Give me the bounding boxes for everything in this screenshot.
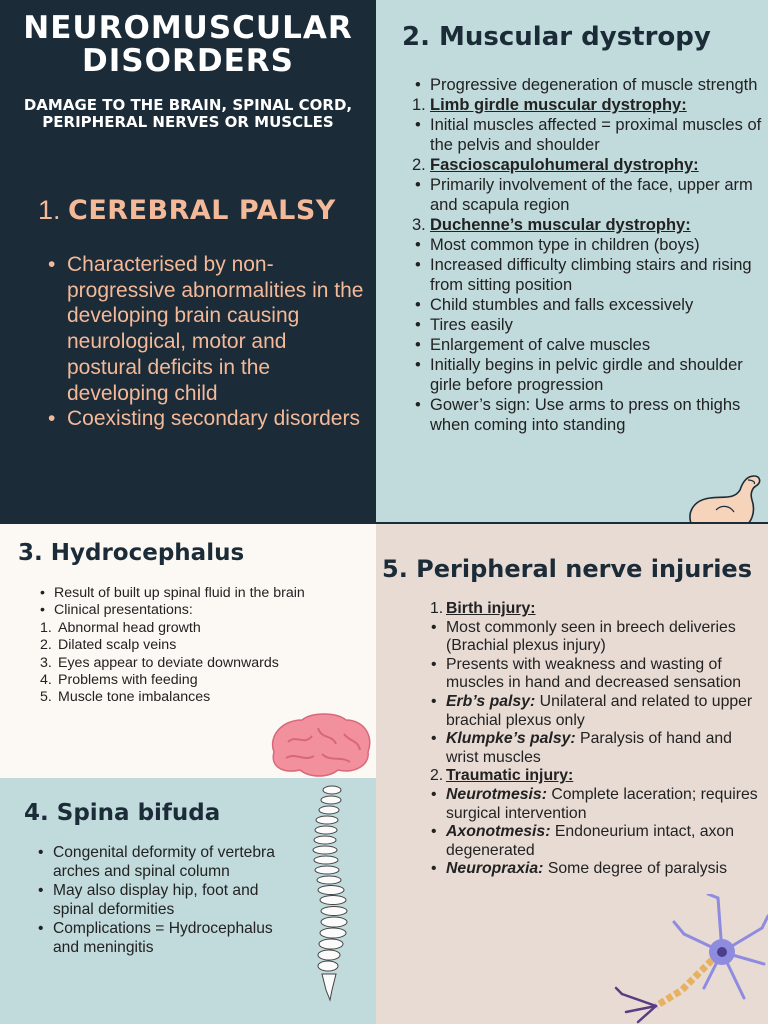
list-item: • Congenital deformity of vertebra arches and spinal column [38, 843, 288, 881]
list-item: • Increased difficulty climbing stairs and rising from sitting position [412, 255, 762, 295]
list-item: • Most commonly seen in breech deliveries (Brachial plexus injury) [430, 619, 760, 656]
cerebral-palsy-number: 1. [38, 195, 61, 225]
spina-bifuda-list [38, 843, 288, 957]
cerebral-palsy-list [48, 252, 366, 432]
subheading-limb-girdle: 1. Limb girdle muscular dystrophy: [412, 96, 687, 114]
muscular-dystropy-list [412, 75, 762, 435]
list-item: 4. Problems with feeding [40, 672, 198, 689]
list-item: 2. Dilated scalp veins [40, 637, 177, 654]
list-item: • Child stumbles and falls excessively [412, 295, 762, 315]
header-panel [0, 0, 376, 524]
list-item: • Most common type in children (boys) [412, 235, 762, 255]
flexed-arm-icon [682, 470, 768, 524]
hydrocephalus-list [40, 585, 370, 707]
cerebral-palsy-heading [38, 195, 336, 226]
list-item: • Presents with weakness and wasting of muscles in hand and decreased sensation [430, 656, 760, 693]
peripheral-nerve-list [430, 600, 760, 879]
list-item: • Erb’s palsy: Unilateral and related to upper brachial plexus only [430, 693, 760, 730]
list-item: • Initial muscles affected = proximal muscles of the pelvis and shoulder [412, 115, 762, 155]
subheading-traumatic-injury: 2. Traumatic injury: [430, 767, 574, 785]
subheading-fascioscapulohumeral: 2. Fascioscapulohumeral dystrophy: [412, 156, 699, 174]
list-item: • Primarily involvement of the face, upper arm and scapula region [412, 175, 762, 215]
list-item: • Tires easily [412, 315, 762, 335]
list-item: • Neuropraxia: Some degree of paralysis [430, 860, 760, 879]
list-item: 5. Muscle tone imbalances [40, 689, 211, 706]
page-title: NEUROMUSCULAR DISORDERS [23, 10, 353, 79]
list-item: 3. Eyes appear to deviate downwards [40, 654, 279, 671]
hydrocephalus-title: 3. Hydrocephalus [18, 540, 245, 566]
subheading-duchenne: 3. Duchenne’s muscular dystrophy: [412, 216, 691, 234]
page-subtitle: DAMAGE TO THE BRAIN, SPINAL CORD, PERIPHERAL NERVES OR MUSCLES [23, 96, 353, 131]
list-item: • Initially begins in pelvic girdle and shoulder girle before progression [412, 355, 762, 395]
spine-icon [296, 778, 366, 1018]
list-item: 1. Abnormal head growth [40, 619, 201, 636]
cerebral-palsy-title: CEREBRAL PALSY [68, 195, 336, 226]
brain-icon [266, 712, 376, 778]
list-item: • Complications = Hydrocephalus and meningitis [38, 919, 288, 957]
peripheral-nerve-title: 5. Peripheral nerve injuries [382, 555, 752, 583]
neuron-icon [612, 894, 768, 1024]
list-item: • Result of built up spinal fluid in the brain [40, 585, 370, 602]
muscular-dystropy-title: 2. Muscular dystropy [402, 22, 711, 52]
list-item: • Axonotmesis: Endoneurium intact, axon degenerated [430, 823, 760, 860]
subheading-birth-injury: 1. Birth injury: [430, 600, 536, 617]
list-item: • Klumpke’s palsy: Paralysis of hand and wrist muscles [430, 730, 760, 767]
list-item: • Neurotmesis: Complete laceration; requires surgical intervention [430, 786, 760, 823]
list-item: • May also display hip, foot and spinal deformities [38, 881, 288, 919]
list-item: • Clinical presentations: [40, 602, 370, 619]
list-item: • Progressive degeneration of muscle strength [412, 75, 762, 95]
list-item: • Coexisting secondary disorders [48, 406, 366, 432]
spina-bifuda-title: 4. Spina bifuda [24, 800, 221, 826]
list-item: • Enlargement of calve muscles [412, 335, 762, 355]
list-item: • Characterised by non-progressive abnormalities in the developing brain causing neurological, motor and postural deficits in the developing child [48, 252, 366, 406]
list-item: • Gower’s sign: Use arms to press on thighs when coming into standing [412, 395, 762, 435]
